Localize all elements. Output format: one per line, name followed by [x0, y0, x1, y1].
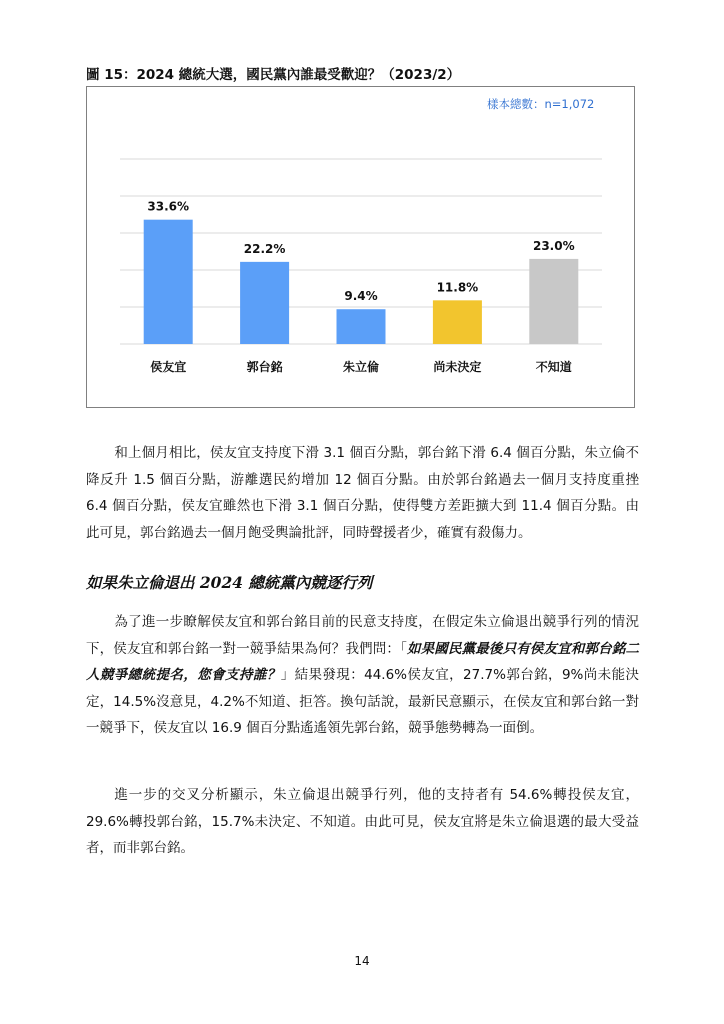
data-label: 9.4%	[344, 289, 378, 304]
category-label: 不知道	[535, 360, 572, 374]
category-label: 朱立倫	[342, 360, 380, 374]
data-label: 33.6%	[147, 199, 190, 214]
bar	[144, 220, 193, 344]
bar	[433, 300, 482, 344]
paragraph-2-lead: 為了進一步瞭解侯友宜和郭台銘目前的民意支持度，在假定朱立倫退出競爭行列的情況下，侯友宜和郭台銘一對一競爭結果為何？我們問：「	[86, 614, 639, 657]
figure-caption: 圖 15：2024 總統大選，國民黨內誰最受歡迎？（2023/2）	[86, 67, 461, 83]
paragraph-3: 進一步的交叉分析顯示，朱立倫退出競爭行列，他的支持者有 54.6%轉投侯友宜，29.6%轉投郭台銘，15.7%未決定、不知道。由此可見，侯友宜將是朱立倫退選的最大受益者，而非郭台銘。	[86, 787, 639, 856]
paragraph-1: 和上個月相比，侯友宜支持度下滑 3.1 個百分點，郭台銘下滑 6.4 個百分點，朱立倫不降反升 1.5 個百分點，游離選民約增加 12 個百分點。由於郭台銘過去一個月支持度重挫 6.4 個百分點，侯友宜雖然也下滑 3.1 個百分點，使得雙方差距擴大到 11.4 個百分點。由此可見，郭台銘過去一個月飽受輿論批評，同時聲援者少，確實有殺傷力。	[86, 445, 639, 541]
sample-size-note: 樣本總數：n=1,072	[487, 97, 595, 111]
data-label: 22.2%	[243, 241, 286, 256]
section-heading: 如果朱立倫退出 2024 總統黨內競逐行列	[86, 573, 373, 592]
paragraph-2	[86, 609, 639, 742]
page-number: 14	[354, 954, 370, 968]
data-label: 11.8%	[436, 280, 479, 295]
data-label: 23.0%	[532, 238, 575, 253]
category-label: 尚未決定	[433, 360, 482, 374]
bar	[337, 309, 386, 344]
bar	[240, 262, 289, 344]
survey-question: 如果國民黨最後只有侯友宜和郭台銘二人競爭總統提名，您會支持誰？	[86, 640, 639, 683]
category-label: 郭台銘	[246, 360, 283, 374]
bar	[529, 259, 578, 344]
chart-frame	[86, 86, 635, 408]
category-label: 侯友宜	[150, 360, 187, 374]
bar-chart	[87, 87, 634, 407]
paragraph-2-result: 」結果發現：44.6%侯友宜，27.7%郭台銘，9%尚未能決定，14.5%沒意見，4.2%不知道、拒答。換句話說，最新民意顯示，在侯友宜和郭台銘一對一競爭下，侯友宜以 16.9 個百分點遙遙領先郭台銘，競爭態勢轉為一面倒。	[86, 667, 639, 736]
